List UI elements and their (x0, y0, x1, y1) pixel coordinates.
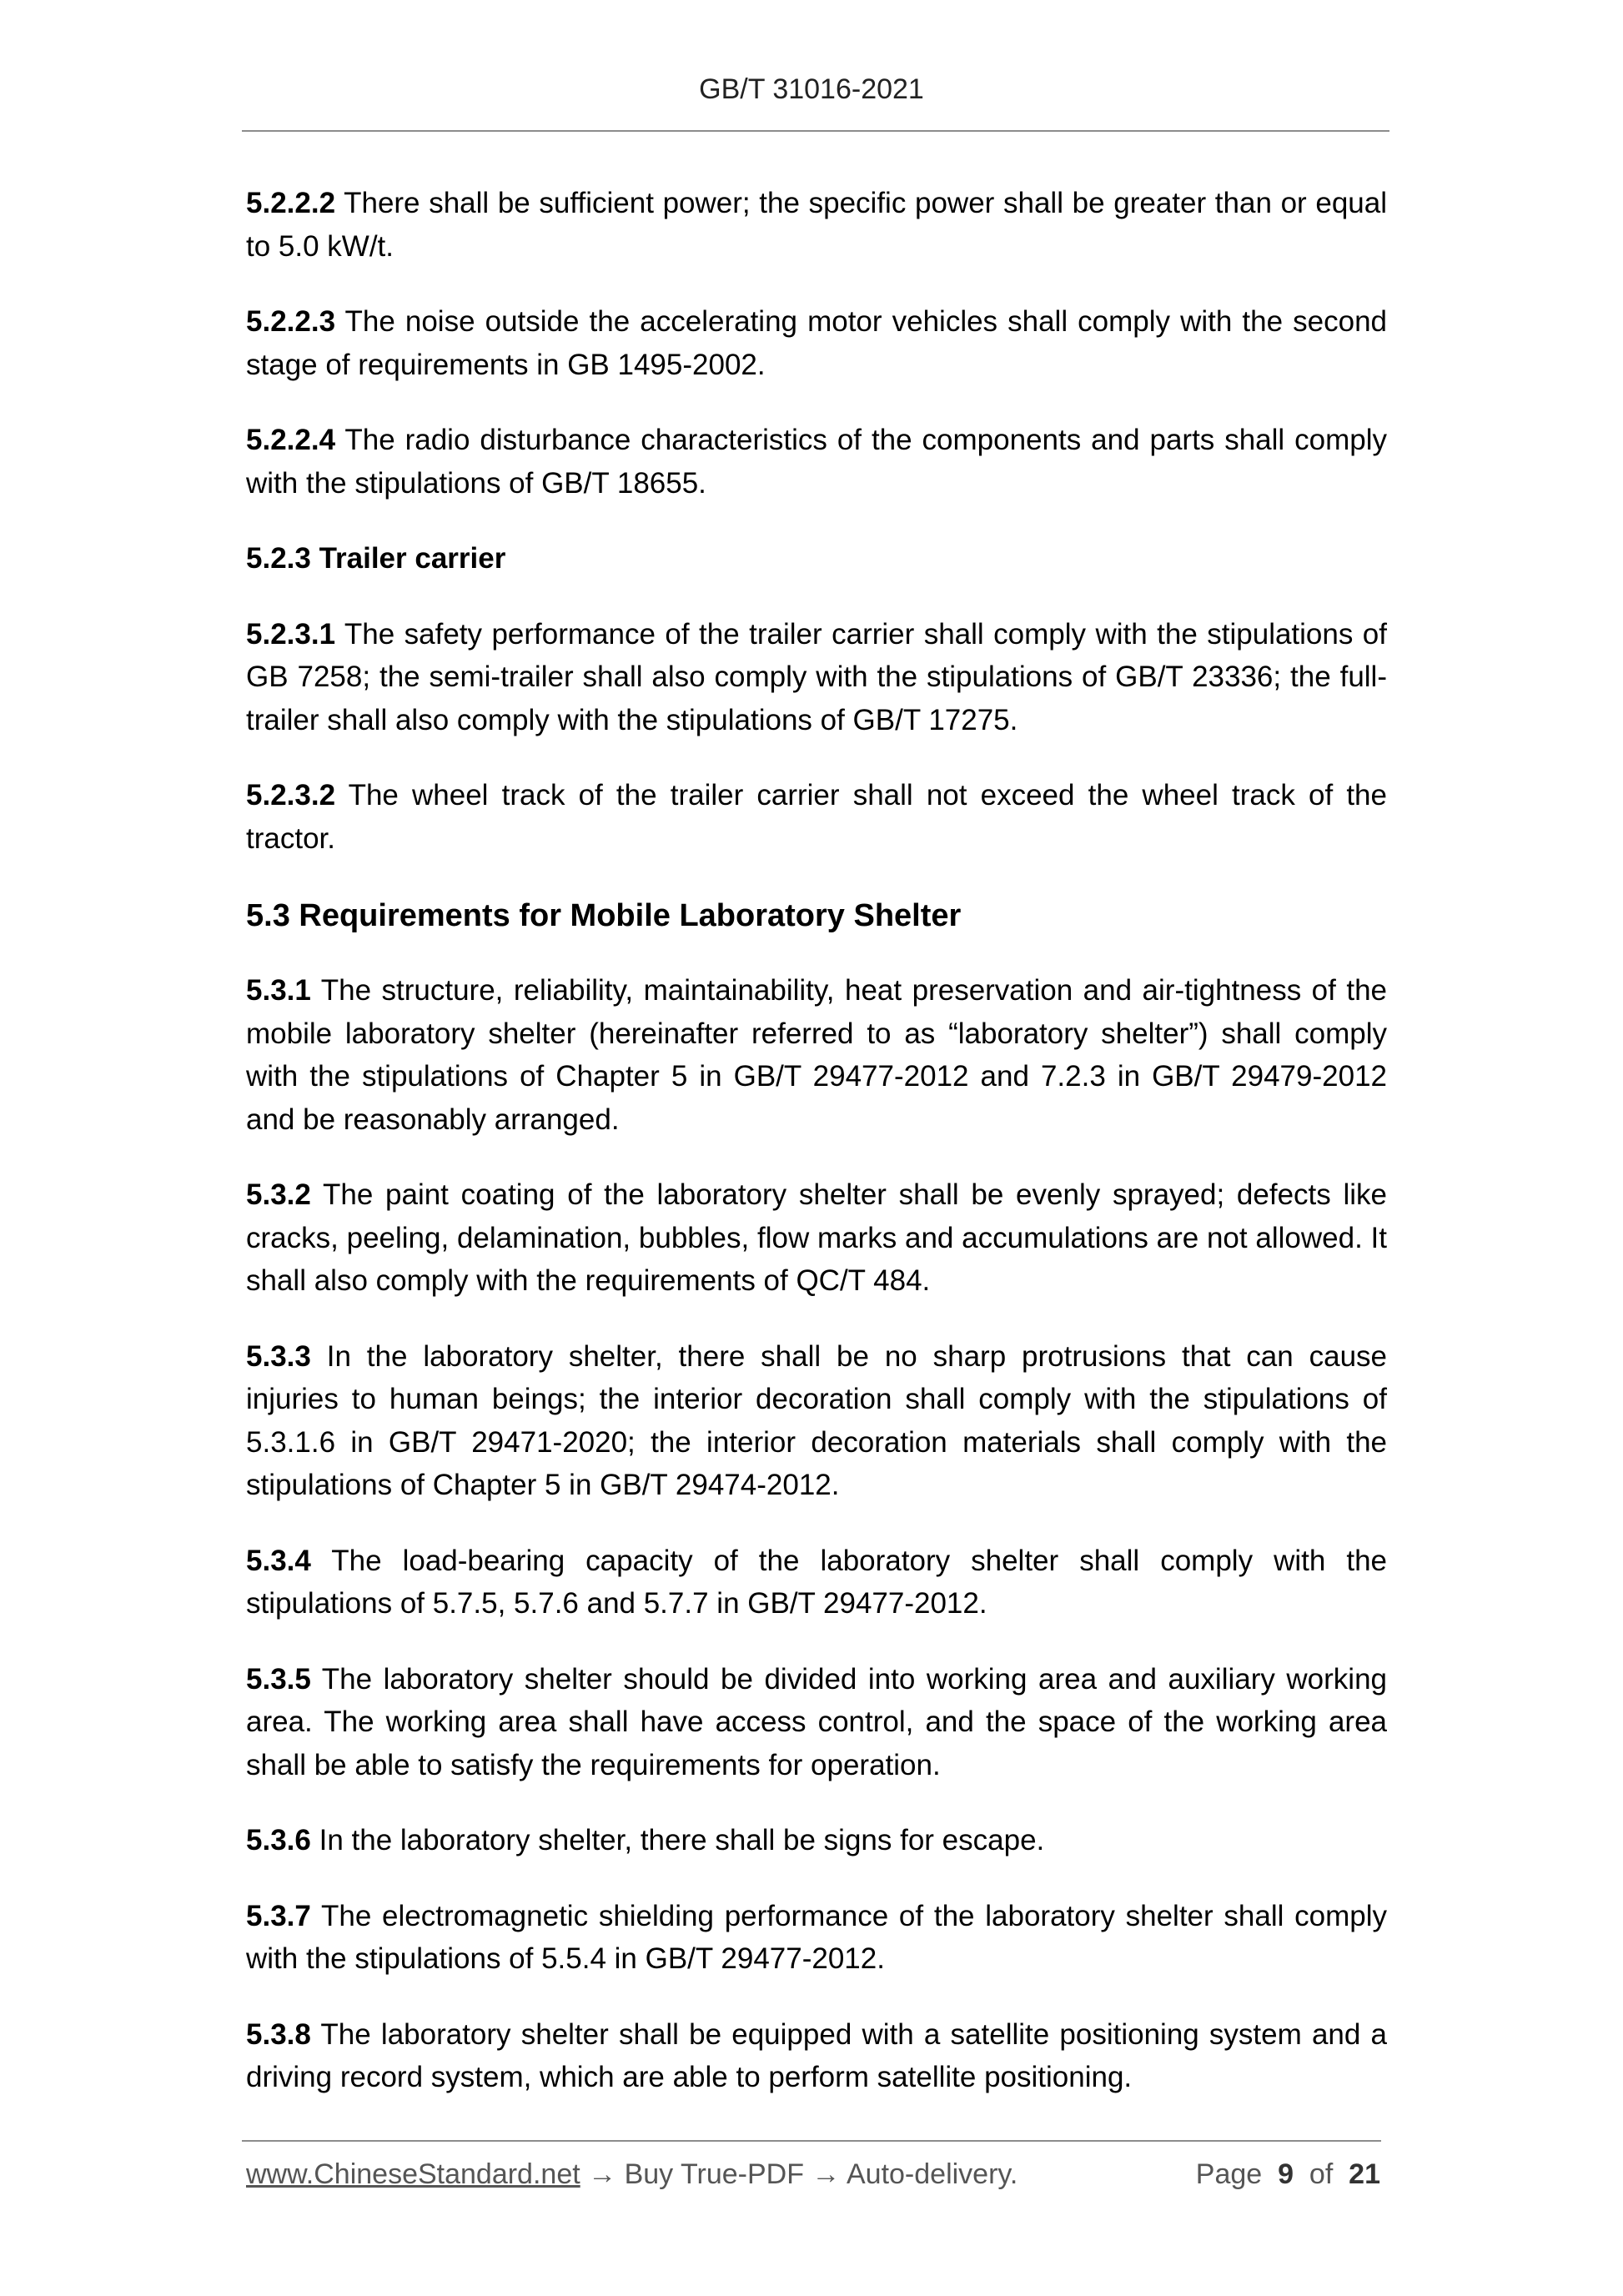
clause-number: 5.2.2.2 (246, 187, 336, 219)
clause-text: There shall be sufficient power; the specific power shall be greater than or equal to 5.0 kW/t. (246, 187, 1388, 263)
clause-text: The laboratory shelter shall be equipped with a satellite positioning system and a driving record system, which are able to perform satellite positioning. (246, 2017, 1388, 2093)
clause-paragraph (246, 1895, 1387, 1981)
document-header (0, 73, 1623, 106)
clause-text: The structure, reliability, maintainability, heat preservation and air-tightness of the mobile laboratory shelter (hereinafter referred to as “laboratory shelter”) shall comply with the stipulations of Chapter 5 in GB/T 29477-2012 and 7.2.3 in GB/T 29479-2012 and be reasonably arranged. (246, 974, 1387, 1136)
document-id: GB/T 31016-2021 (699, 73, 924, 105)
clause-number: 5.3.5 (246, 1662, 311, 1696)
clause-paragraph (246, 419, 1387, 505)
clause-paragraph (246, 1173, 1387, 1303)
clause-paragraph (246, 1658, 1387, 1787)
clause-paragraph (246, 969, 1387, 1141)
clause-text: In the laboratory shelter, there shall be signs for escape. (319, 1824, 1045, 1856)
footer-promo-text: → Buy True-PDF → Auto-delivery. (580, 2158, 1018, 2190)
clause-number: 5.3.7 (246, 1899, 311, 1932)
clause-paragraph (246, 613, 1387, 742)
clause-number: 5.3.4 (246, 1544, 311, 1577)
clause-number: 5.3.3 (246, 1339, 311, 1373)
clause-paragraph (246, 300, 1387, 386)
clause-text: The load-bearing capacity of the laboratory shelter shall comply with the stipulations of 5.7.5, 5.7.6 and 5.7.7 in GB/T 29477-2012. (246, 1544, 1387, 1620)
clause-paragraph (246, 774, 1387, 860)
footer-divider (242, 2140, 1381, 2142)
clause-text: The radio disturbance characteristics of the components and parts shall comply with the stipulations of GB/T 18655. (246, 424, 1387, 500)
section-heading: 5.3 Requirements for Mobile Laboratory Shelter (246, 898, 962, 933)
page-of-label: of (1309, 2158, 1334, 2190)
page-number (1196, 2158, 1380, 2191)
subsection-heading: 5.2.3 Trailer carrier (246, 542, 506, 575)
page-current: 9 (1278, 2158, 1294, 2190)
clause-text: The laboratory shelter should be divided into working area and auxiliary working area. The working area shall have access control, and the space of the working area shall be able to satisfy the requirements for operation. (246, 1662, 1387, 1781)
header-divider (242, 130, 1389, 132)
page-footer (246, 2158, 1380, 2191)
clause-text: In the laboratory shelter, there shall be no sharp protrusions that can cause injuries to human beings; the interior decoration shall comply with the stipulations of 5.3.1.6 in GB/T 29471-2020; the interior decoration materials shall comply with the stipulations of Chapter 5 in GB/T 29474-2012. (246, 1339, 1387, 1501)
clause-number: 5.2.3.1 (246, 617, 336, 651)
clause-text: The safety performance of the trailer carrier shall comply with the stipulations of GB 7258; the semi-trailer shall also comply with the stipulations of GB/T 23336; the full-trailer shall also comply with the stipulations of GB/T 17275. (246, 617, 1387, 736)
clause-text: The paint coating of the laboratory shelter shall be evenly sprayed; defects like cracks, peeling, delamination, bubbles, flow marks and accumulations are not allowed. It shall also comply with the requirements of QC/T 484. (246, 1178, 1388, 1297)
clause-number: 5.3.6 (246, 1824, 311, 1856)
clause-text: The electromagnetic shielding performance of the laboratory shelter shall comply with the stipulations of 5.5.4 in GB/T 29477-2012. (246, 1899, 1387, 1975)
clause-number: 5.2.2.3 (246, 305, 336, 338)
clause-paragraph (246, 1335, 1387, 1507)
page-body (246, 182, 1387, 2132)
page-label: Page (1195, 2158, 1263, 2190)
clause-number: 5.3.2 (246, 1178, 311, 1211)
clause-paragraph (246, 1819, 1387, 1862)
clause-paragraph (246, 2013, 1387, 2099)
clause-number: 5.2.2.4 (246, 424, 336, 456)
clause-paragraph (246, 1540, 1387, 1625)
clause-number: 5.2.3.2 (246, 779, 336, 811)
site-link[interactable]: www.ChineseStandard.net (246, 2158, 580, 2190)
page-total: 21 (1349, 2158, 1380, 2190)
clause-text: The wheel track of the trailer carrier shall not exceed the wheel track of the tractor. (246, 779, 1387, 855)
clause-number: 5.3.1 (246, 974, 311, 1007)
footer-promo (246, 2158, 1018, 2191)
clause-text: The noise outside the accelerating motor vehicles shall comply with the second stage of requirements in GB 1495-2002. (246, 305, 1388, 381)
clause-paragraph (246, 182, 1387, 268)
clause-number: 5.3.8 (246, 2017, 311, 2051)
